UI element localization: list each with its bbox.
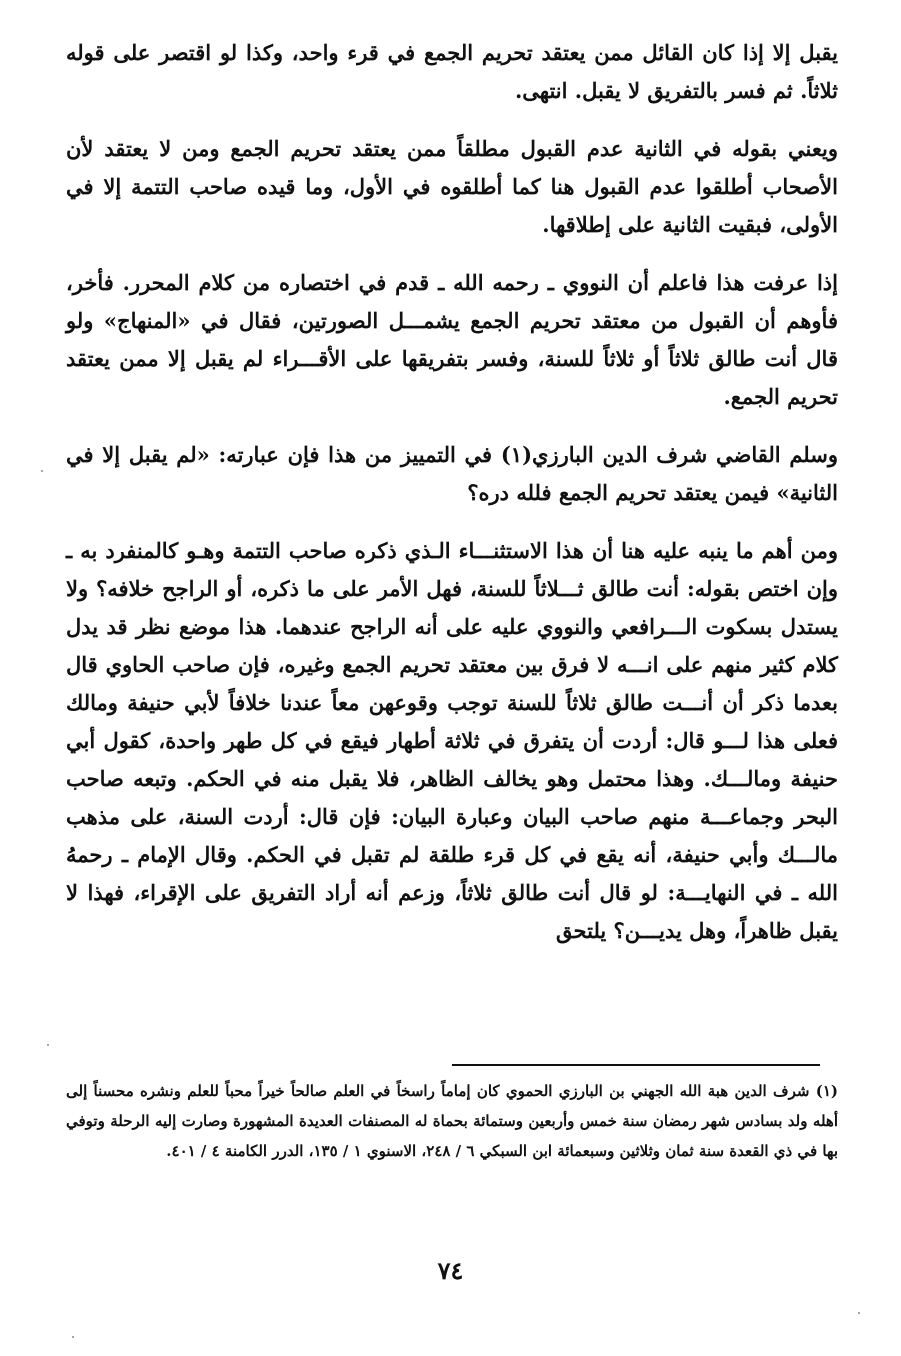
paragraph-2: ويعني بقوله في الثانية عدم القبول مطلقاً ممن يعتقد تحريم الجمع ومن لا يعتقد لأن الأصحاب أطلقوا عدم القبول هنا كما أطلقوه في الأول، وما قيده صاحب التتمة إلا في الأولى، فبقيت الثانية على إطلاقها. bbox=[66, 136, 838, 237]
paragraph-3: إذا عرفت هذا فاعلم أن النووي ـ رحمه الله ـ قدم في اختصاره من كلام المحرر. فأخر، فأوهم أن القبول من معتقد تحريم الجمع يشمـــل الصورتين، فقال في «المنهاج» ولو قال أنت طالق ثلاثاً أو ثلاثاً للسنة، وفسر بتفريقها على الأقـــراء لم يقبل إلا ممن يعتقد تحريم الجمع. bbox=[66, 270, 838, 409]
paragraph-1: يقبل إلا إذا كان القائل ممن يعتقد تحريم الجمع في قرء واحد، وكذا لو اقتصر على قوله ثلاثاً. ثم فسر بالتفريق لا يقبل. انتهى. bbox=[66, 40, 838, 103]
scan-speck bbox=[858, 1312, 860, 1314]
footnote: (١) شرف الدين هبة الله الجهني بن البارزي الحموي كان إماماً راسخاً في العلم صالحاً خيراً محباً للعلم ونشره محسناً إلى أهله ولد بسادس شهر رمضان سنة خمس وأربعين وستمائة بحماة له المصنفات العديدة المشهورة وصارت إليه الرحلة وتوفي بها في ذي القعدة سنة ثمان وثلاثين وسبعمائة ابن السبكي ٦ / ٢٤٨، الاسنوي ١ / ١٣٥، الدرر الكامنة ٤ / ٤٠١. bbox=[66, 1082, 838, 1160]
paragraph-5: ومن أهم ما ينبه عليه هنا أن هذا الاستثنـــاء الـذي ذكره صاحب التتمة وهـو كالمنفرد به ـ وإن اختص بقوله: أنت طالق ثـــلاثاً للسنة، فهل الأمر على ما ذكره، أو الراجح خلافه؟ ولا يستدل بسكوت الـــرافعي والنووي عليه على أنه الراجح عندهما. هذا موضع نظر قد يدل كلام كثير منهم على انـــه لا فرق بين معتقد تحريم الجمع وغيره، فإن صاحب الحاوي قال بعدما ذكر أن أنـــت طالق ثلاثاً للسنة توجب وقوعهن معاً عندنا خلافاً لأبي حنيفة ومالك فعلى هذا لـــو قال: أردت أن يتفرق في ثلاثة أطهار فيقع في كل طهر واحدة، كقول أبي حنيفة ومالـــك. وهذا محتمل وهو يخالف الظاهر، فلا يقبل منه في الحكم. وتبعه صاحب البحر وجماعـــة منهم صاحب البيان وعبارة البيان: فإن قال: أردت السنة، على مذهب مالـــك وأبي حنيفة، أنه يقع في كل قرء طلقة لم تقبل في الحكم. وقال الإمام ـ رحمهُ الله ـ في النهايـــة: لو قال أنت طالق ثلاثاً، وزعم أنه أراد التفريق على الإقراء، فهذا لا يقبل ظاهراً، وهل يديـــن؟ يلتحق bbox=[66, 538, 838, 943]
page-number: ٧٤ bbox=[437, 1256, 464, 1285]
scan-speck bbox=[41, 470, 43, 472]
footnote-divider bbox=[452, 1064, 820, 1066]
scan-speck bbox=[72, 1336, 74, 1338]
main-text bbox=[66, 34, 838, 970]
scan-speck bbox=[47, 1044, 49, 1046]
paragraph-4: وسلم القاضي شرف الدين البارزي(١) في التمييز من هذا فإن عبارته: «لم يقبل إلا في الثانية» فيمن يعتقد تحريم الجمع فلله دره؟ bbox=[66, 442, 838, 505]
